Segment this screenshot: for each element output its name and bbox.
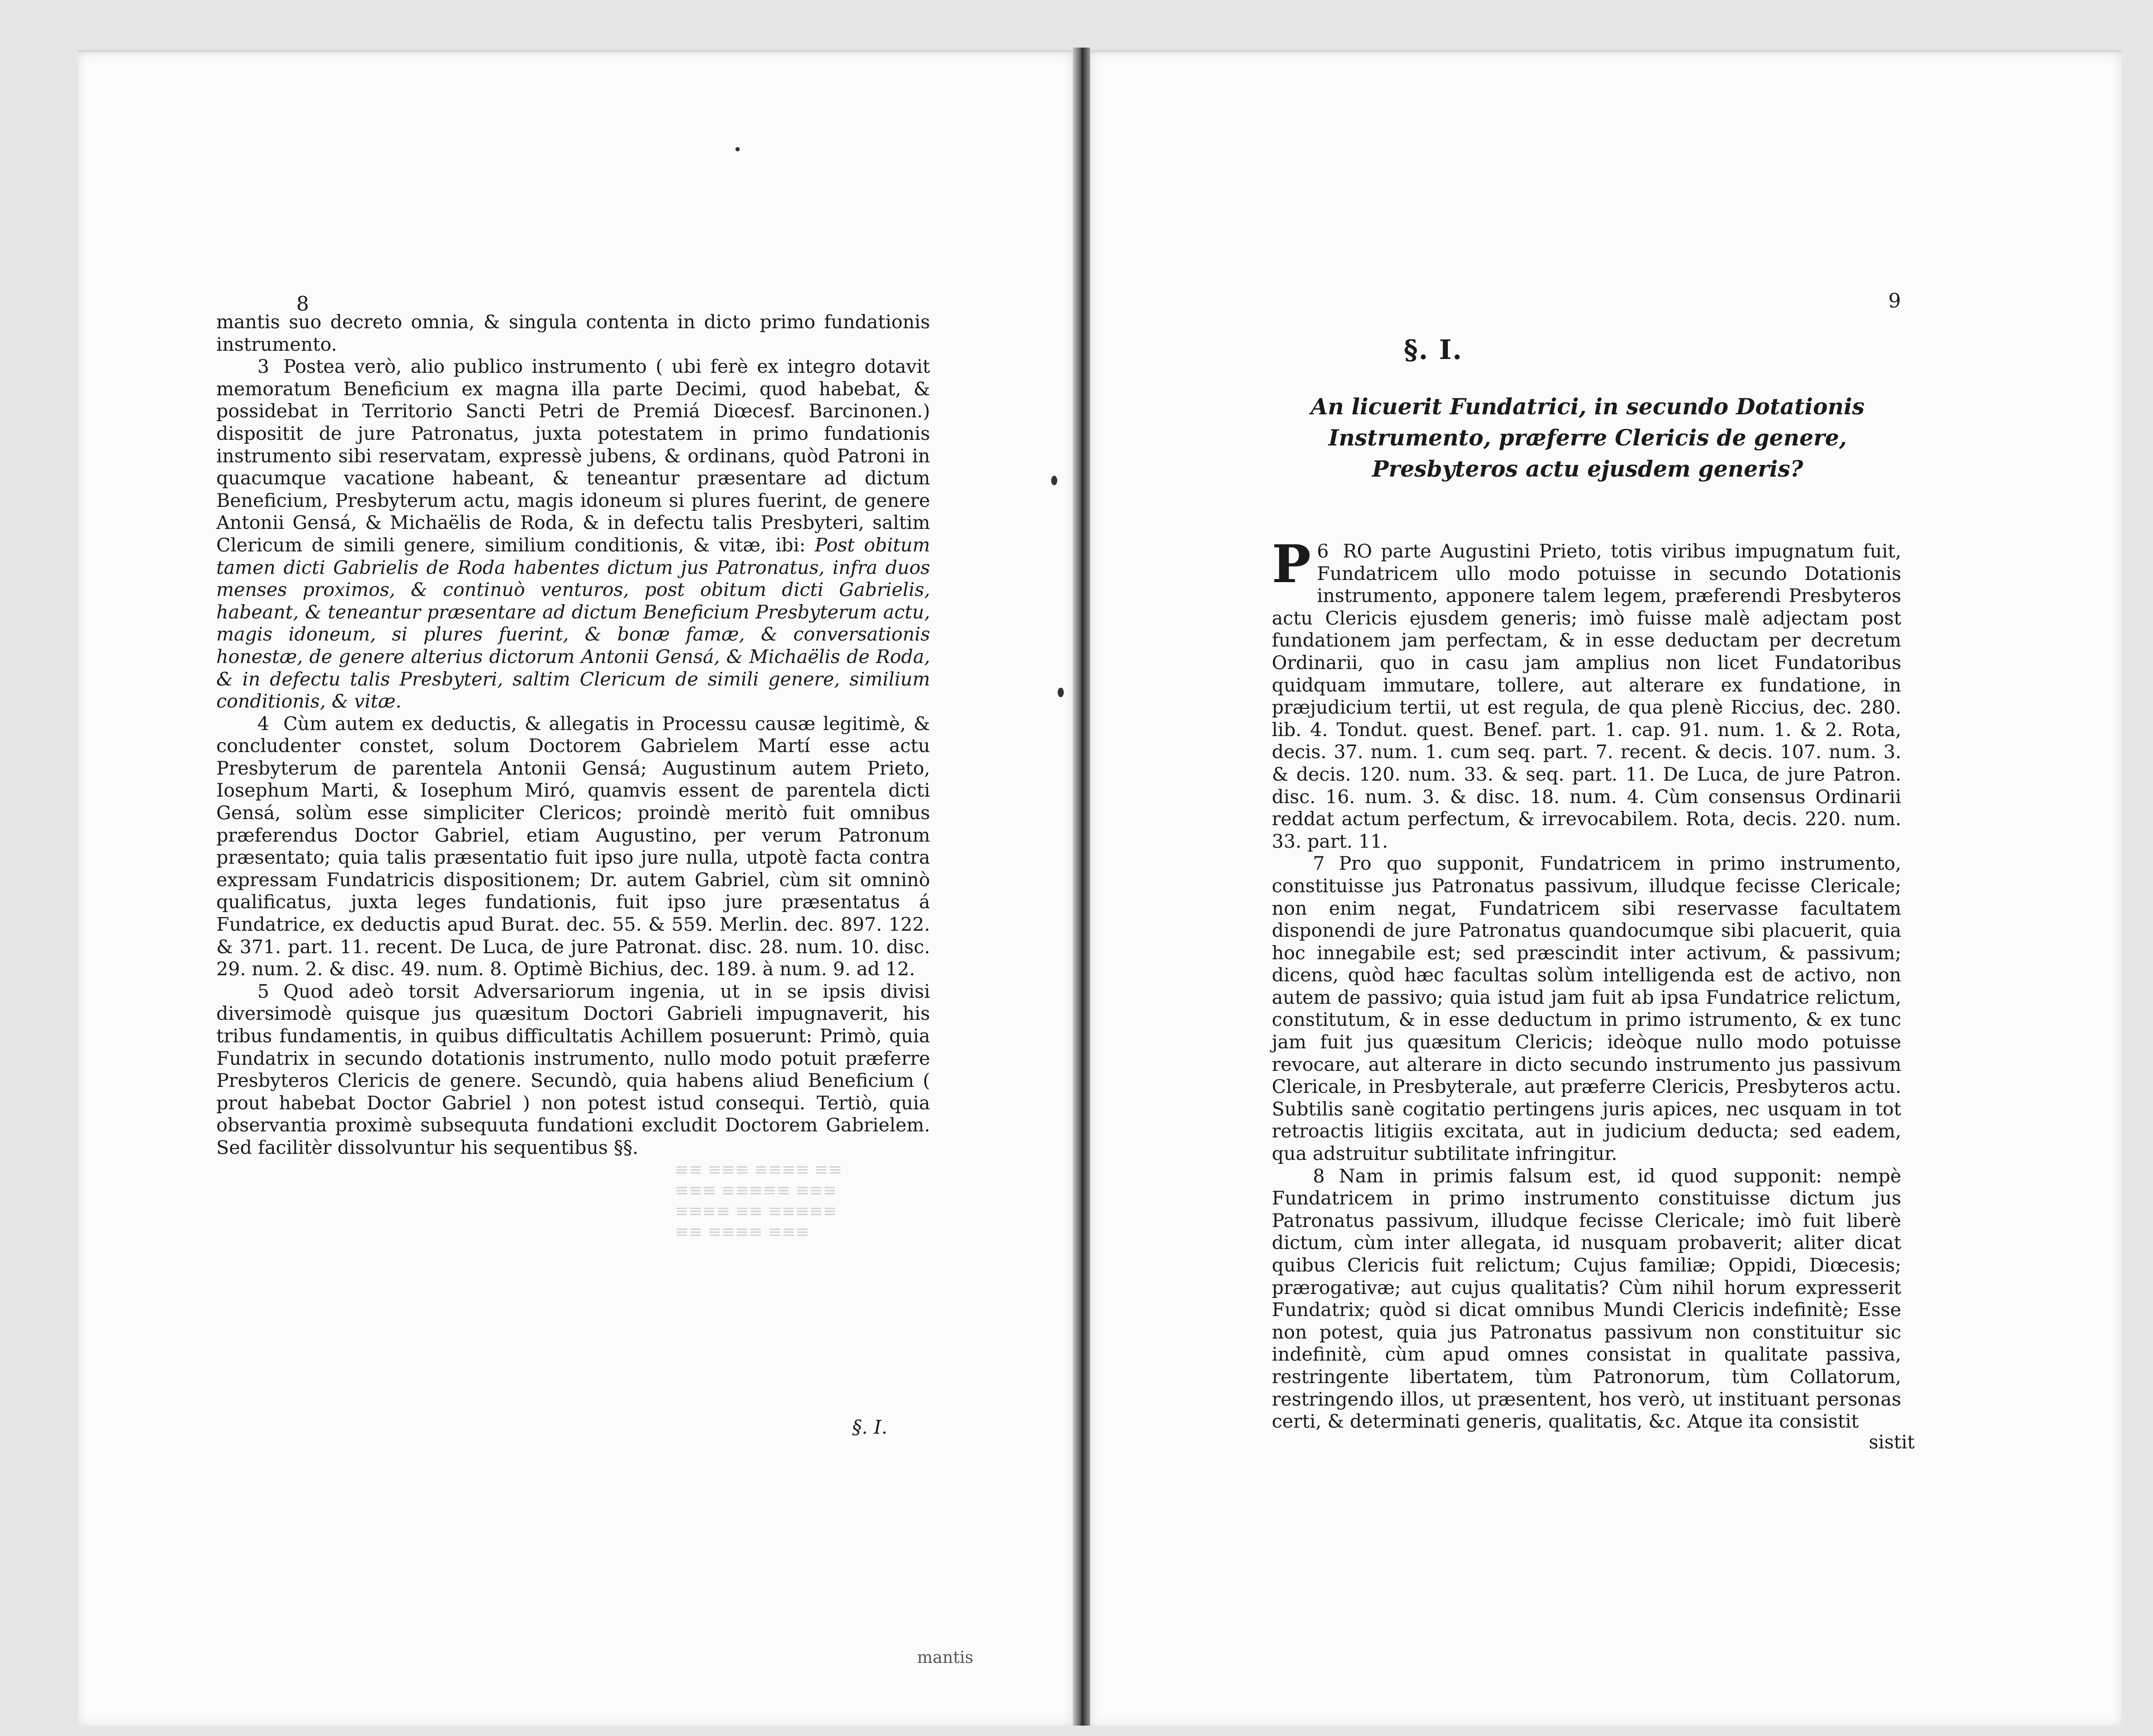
paragraph-text: Pro quo supponit, Fundatricem in primo instrumento, constituisse jus Patronatus passivum, illudque fecisse Clericale; non enim negat, Fundatricem sibi reservasse facultatem disponendi de jure Patronatus quandocumque sibi placuerit, quia hoc innegabile est; sed præscindit inter activum, & passivum; dicens, quòd hæc facultas solùm intelligenda est de activo, non autem de passivo; quia istud jam fuit ab ipsa Fundatrice relictum, constitutum, & in esse deductum in primo istrumento, & ex tunc jam fuit jus quæsitum Clericis; ideòque nullo modo potuisse revocare, aut alterare in dicto secundo instrumento jus passivum Clericale, in Presbyterale, aut præferre Clericis, Presbyteros actu. Subtilis sanè cogitatio pertingens juris apices, nec usquam in tot retroactis litigiis excitata, aut in judicium deducta; sed eadem, qua adstruitur subtilitate infringitur. xyxy=(1272,853,1901,1165)
paragraph-3 xyxy=(216,356,930,713)
left-text-column xyxy=(216,311,930,1159)
paragraph-text: RO parte Augustini Prieto, totis viribus impugnatum fuit, Fundatricem ullo modo potuisse in secundo Dotationis instrumento, apponere talem legem, præferendi Presbyteros actu Clericis ejusdem generis; imò fuisse malè adjectam post fundationem jam perfectam, & in esse deductam per decretum Ordinarii, quo in casu jam amplius non licet Fundatoribus quidquam immutare, tollere, aut alterare ex fundatione, in præjudicium tertii, ut est regula, de qua plenè Riccius, dec. 280. lib. 4. Tondut. quest. Benef. part. 1. cap. 91. num. 1. & 2. Rota, decis. 37. num. 1. cum seq. part. 7. recent. & decis. 107. num. 3. & decis. 120. num. 33. & seq. part. 11. De Luca, de jure Patron. disc. 16. num. 3. & disc. 18. num. 4. Cùm consensus Ordinarii reddat actum perfectum, & irrevocabilem. Rota, decis. 220. num. 33. part. 11. xyxy=(1272,541,1901,852)
paper-speck xyxy=(735,147,740,151)
right-page-number: 9 xyxy=(1888,289,1901,312)
paragraph-8 xyxy=(1272,1166,1901,1433)
left-catchword: mantis xyxy=(917,1648,974,1667)
paragraph-7 xyxy=(1272,853,1901,1165)
paper-speck xyxy=(1058,688,1064,697)
right-catchword: sistit xyxy=(1869,1432,1915,1453)
paragraph-number: 7 xyxy=(1313,853,1325,875)
quotation-italic: Post obitum tamen dicti Gabrielis de Roda habentes dictum jus Patronatus, infra duos menses proximos, & continuò venturos, post obitum dicti Gabrielis, habeant, & teneantur præsentare ad dictum Beneficium Presbyterum actu, magis idoneum, si plures fuerint, & bonæ famæ, & conversationis honestæ, de genere alterius dictorum Antonii Gensá, & Michaëlis de Roda, & in defectu talis Presbyteri, saltim Clericum de simili genere, similium conditionis, & vitæ. xyxy=(216,534,930,713)
drop-capital: P xyxy=(1272,534,1311,595)
paragraph-number: 4 xyxy=(257,713,270,735)
paragraph-6 xyxy=(1272,534,1901,853)
paragraph-text: Postea verò, alio publico instrumento ( ubi ferè ex integro dotavit memoratum Beneficium ex magna illa parte Decimi, quod habebat, & possidebat in Territorio Sancti Petri de Premiá Diœcesf. Barcinonen.) dispositit de jure Patronatus, juxta potestatem in primo fundationis instrumento sibi reservatam, expressè jubens, & ordinans, quòd Patroni in quacumque vacatione habeant, & teneantur præsentare ad dictum Beneficium, Presbyterum actu, magis idoneum si plures fuerint, de genere Antonii Gensá, & Michaëlis de Roda, & in defectu talis Presbyteri, saltim Clericum de simili genere, similium conditionis, & vitæ, ibi: xyxy=(216,356,930,556)
section-question-title: An licuerit Fundatrici, in secundo Dotationis Instrumento, præferre Clericis de genere, Presbyteros actu ejusdem generis? xyxy=(1310,394,1865,482)
paper-speck xyxy=(1051,476,1057,485)
paragraph-text: Cùm autem ex deductis, & allegatis in Processu causæ legitimè, & concludenter constet, solum Doctorem Gabrielem Martí esse actu Presbyterum de parentela Antonii Gensá; Augustinum autem Prieto, Iosephum Marti, & Iosephum Miró, quamvis essent de parentela dicti Gensá, solùm esse simpliciter Clericos; proindè meritò fuit omnibus præferendus Doctor Gabriel, etiam Augustino, per verum Patronum præsentato; quia talis præsentatio fuit ipso jure nulla, utpotè facta contra expressam Fundatricis dispositionem; Dr. autem Gabriel, cùm sit omninò qualificatus, juxta leges fundationis, fuit ipso jure præsentatus á Fundatrice, ex deductis apud Burat. dec. 55. & 559. Merlin. dec. 897. 122. & 371. part. 11. recent. De Luca, de jure Patronat. disc. 28. num. 10. disc. 29. num. 2. & disc. 49. num. 8. Optimè Bichius, dec. 189. à num. 9. ad 12. xyxy=(216,713,930,980)
book-gutter xyxy=(1073,48,1090,1726)
paragraph-number: 5 xyxy=(257,980,270,1003)
paragraph-number: 3 xyxy=(257,356,270,378)
paragraph-4 xyxy=(216,713,930,981)
paragraph-number: 6 xyxy=(1317,541,1329,562)
paragraph-text: Nam in primis falsum est, id quod supponit: nempè Fundatricem in primo instrumento constituisse dictum jus Patronatus passivum, illudque fecisse Clericale; imò fuit liberè dictum, cùm inter allegata, id nusquam probaverit; aliter dicat quibus Clericis fuit relictum; Cujus familiæ; Oppidi, Diœcesis; prærogativæ; aut cujus qualitatis? Cùm nihil horum expresserit Fundatrix; quòd si dicat omnibus Mundi Clericis indefinitè; Esse non potest, quia jus Patronatus passivum non constituitur sic indefinitè, cùm apud omnes consistat in qualitate passiva, restringente libertatem, tùm Patronorum, tùm Collatorum, restringendo illos, ut præsentent, hos verò, ut instituant personas certi, & determinati generis, qualitatis, &c. Atque ita consistit xyxy=(1272,1165,1901,1433)
paragraph-number: 8 xyxy=(1313,1165,1325,1187)
paragraph-continuation xyxy=(216,311,930,356)
left-page-number: 8 xyxy=(296,292,309,315)
paragraph-text: mantis suo decreto omnia, & singula contenta in dicto primo fundationis instrumento. xyxy=(216,311,930,356)
right-text-column xyxy=(1272,534,1901,1433)
bleed-through-text: ≡≡ ≡≡≡ ≡≡≡≡ ≡≡ ≡≡≡ ≡≡≡≡≡ ≡≡≡ ≡≡≡≡ ≡≡ ≡≡≡≡≡ ≡≡ ≡≡≡≡ ≡≡≡ xyxy=(675,1160,842,1241)
left-footer-section-mark: §. I. xyxy=(852,1416,888,1438)
paragraph-text: Quod adeò torsit Adversariorum ingenia, ut in se ipsis divisi diversimodè quisque jus quæsitum Doctori Gabrieli impugnaverit, his tribus fundamentis, in quibus difficultatis Achillem posuerunt: Primò, quia Fundatrix in secundo dotationis instrumento, nullo modo potuit præferre Presbyteros Clericis de genere. Secundò, quia habens aliud Beneficium ( prout habebat Doctor Gabriel ) non potest istud consequi. Tertiò, quia observantia proximè subsequuta fundationi excludit Doctorem Gabrielem. Sed facilitèr dissolvuntur his sequentibus §§. xyxy=(216,980,930,1159)
paragraph-5 xyxy=(216,981,930,1159)
section-heading: §. I. xyxy=(1404,334,1463,365)
